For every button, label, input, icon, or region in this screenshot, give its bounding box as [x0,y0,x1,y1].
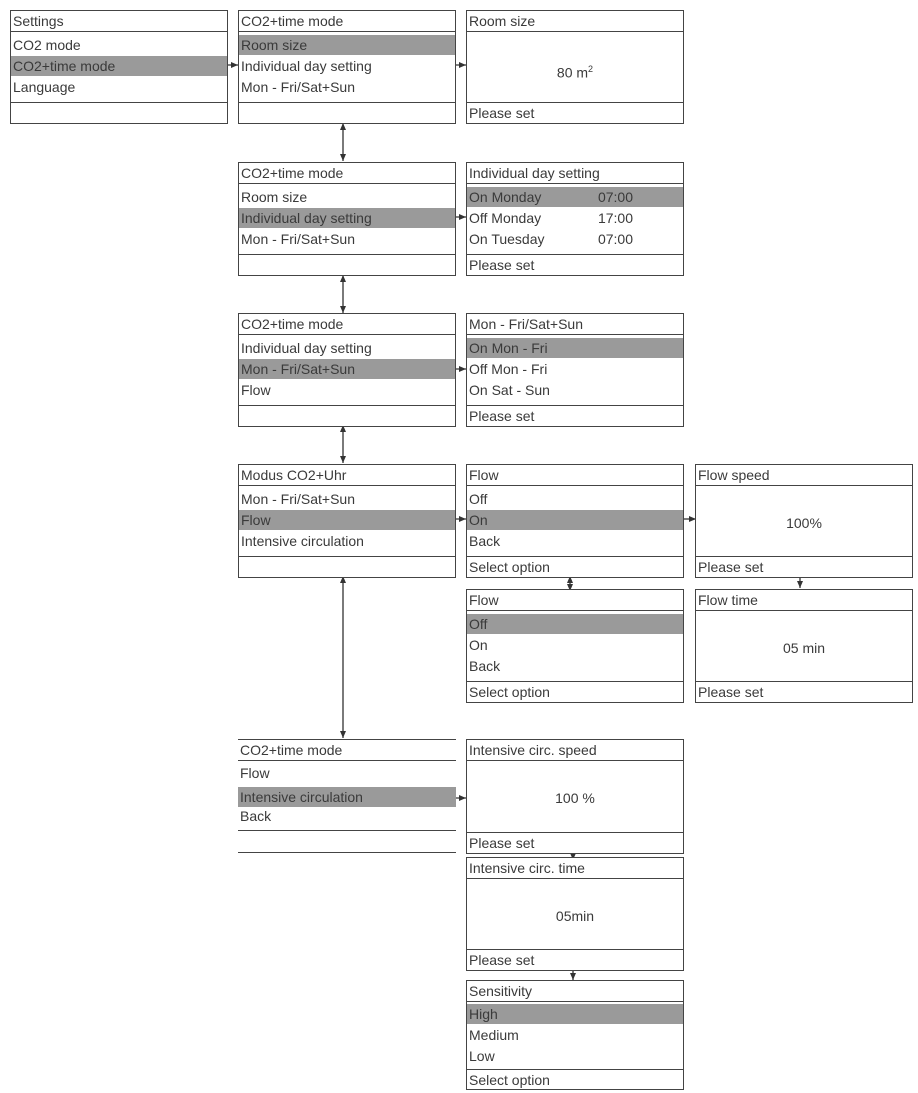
menu-item-individual-day[interactable]: Individual day setting [239,208,455,228]
intensive-speed-screen [466,739,684,854]
screen-title: Flow speed [696,465,912,486]
flow-screen-a [466,464,684,578]
option-off[interactable]: Off [469,491,488,507]
menu-item-flow[interactable]: Flow [241,382,271,398]
screen-footer: Select option [467,681,683,702]
menu-footer [239,102,455,123]
screen-title: Intensive circ. speed [467,740,683,761]
option-on[interactable]: On [467,510,683,530]
option-off[interactable]: Off [467,614,683,634]
menu-item-mon-fri[interactable]: Mon - Fri/Sat+Sun [239,359,455,379]
screen-footer: Select option [467,556,683,577]
menu-footer [239,556,455,577]
menu-item-individual-day[interactable]: Individual day setting [241,58,372,74]
day-row-on-monday[interactable]: On Monday 07:00 [467,187,683,207]
co2-time-menu-3 [238,313,456,427]
weekgroup-screen [466,313,684,427]
menu-item-mon-fri[interactable]: Mon - Fri/Sat+Sun [241,79,355,95]
menu-title: CO2+time mode [240,742,343,758]
room-size-value: 80 $m^2$ [556,64,594,81]
screen-title: Mon - Fri/Sat+Sun [467,314,683,335]
menu-item-mon-fri[interactable]: Mon - Fri/Sat+Sun [241,491,355,507]
option-off-mon-fri[interactable]: Off Mon - Fri [469,361,548,377]
menu-footer [239,254,455,275]
option-back[interactable]: Back [469,658,501,674]
screen-footer: Please set [696,556,912,577]
co2-time-menu-1 [238,10,456,124]
menu-title: CO2+time mode [239,11,455,32]
menu-title: CO2+time mode [239,163,455,184]
option-on-mon-fri[interactable]: On Mon - Fri [467,338,683,358]
co2-time-menu-4 [238,464,456,578]
flow-screen-b [466,589,684,703]
menu-item-flow[interactable]: Flow [240,765,270,781]
flow-time-value: 05 min [782,640,826,656]
menu-item-language[interactable]: Language [13,79,76,95]
menu-item-back[interactable]: Back [240,808,272,824]
screen-footer: Please set [696,681,912,702]
option-low[interactable]: Low [469,1048,495,1064]
screen-footer: Select option [467,1069,683,1089]
screen-title: Flow [467,465,683,486]
menu-item-intensive-circulation[interactable]: Intensive circulation [241,533,364,549]
intensive-time-value: 05min [555,908,595,924]
menu-title: CO2+time mode [239,314,455,335]
day-row-off-monday[interactable]: Off Monday 17:00 [469,210,633,226]
option-high[interactable]: High [467,1004,683,1024]
screen-title: Room size [467,11,683,32]
screen-title: Flow [467,590,683,611]
flow-speed-value: 100% [786,515,822,531]
menu-footer [239,405,455,426]
flow-speed-screen [695,464,913,578]
menu-title: Modus CO2+Uhr [239,465,455,486]
screen-footer: Please set [467,832,683,853]
settings-footer [11,102,227,123]
menu-item-mon-fri[interactable]: Mon - Fri/Sat+Sun [241,231,355,247]
menu-item-individual-day[interactable]: Individual day setting [241,340,372,356]
option-back[interactable]: Back [469,533,501,549]
option-on[interactable]: On [469,637,488,653]
screen-footer: Please set [467,405,683,426]
co2-time-menu-2 [238,162,456,276]
menu-item-room-size[interactable]: Room size [239,35,455,55]
screen-title: Flow time [696,590,912,611]
menu-item-co2-time-mode[interactable]: CO2+time mode [11,56,227,76]
individual-day-screen [466,162,684,276]
sensitivity-screen [466,980,684,1090]
option-on-sat-sun[interactable]: On Sat - Sun [469,382,550,398]
screen-footer: Please set [467,254,683,275]
option-medium[interactable]: Medium [469,1027,519,1043]
settings-title: Settings [11,11,227,32]
menu-item-flow[interactable]: Flow [239,510,455,530]
settings-menu [10,10,228,124]
screen-footer: Please set [467,949,683,970]
menu-item-intensive-circulation[interactable]: Intensive circulation [238,787,456,807]
screen-title: Sensitivity [467,981,683,1002]
menu-item-room-size[interactable]: Room size [241,189,308,205]
flow-time-screen [695,589,913,703]
screen-title: Individual day setting [467,163,683,184]
intensive-time-screen [466,857,684,971]
screen-footer: Please set [467,102,683,123]
screen-title: Intensive circ. time [467,858,683,879]
intensive-speed-value: 100 % [555,790,595,806]
room-size-screen [466,10,684,124]
co2-time-menu-5 [238,739,456,854]
menu-item-co2-mode[interactable]: CO2 mode [13,37,81,53]
day-row-on-tuesday[interactable]: On Tuesday 07:00 [469,231,633,247]
